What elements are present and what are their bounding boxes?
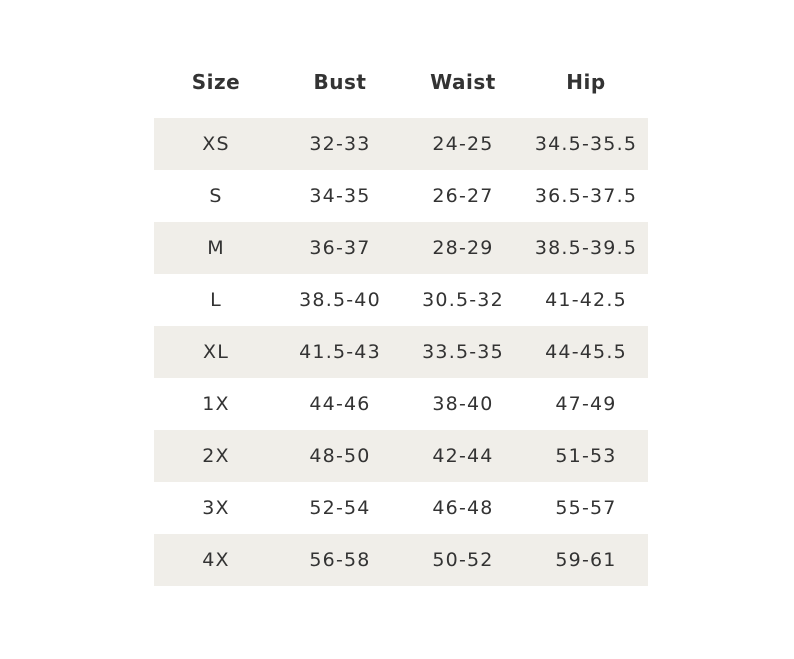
- hip-cell: 59-61: [524, 534, 648, 586]
- waist-cell: 30.5-32: [402, 274, 524, 326]
- waist-cell: 50-52: [402, 534, 524, 586]
- table-row: [154, 482, 648, 534]
- size-cell: 4X: [154, 534, 278, 586]
- header-spacer-cell: [154, 108, 648, 118]
- bust-cell: 34-35: [278, 170, 402, 222]
- waist-cell: 38-40: [402, 378, 524, 430]
- header-waist: Waist: [430, 70, 496, 94]
- waist-cell: 28-29: [402, 222, 524, 274]
- hip-cell: 51-53: [524, 430, 648, 482]
- table-row: [154, 430, 648, 482]
- bust-cell: 38.5-40: [278, 274, 402, 326]
- hip-cell: 44-45.5: [524, 326, 648, 378]
- header-row: [154, 56, 648, 108]
- header-size: Size: [191, 70, 241, 94]
- bust-cell: 32-33: [278, 118, 402, 170]
- hip-cell: 38.5-39.5: [524, 222, 648, 274]
- bust-cell: 48-50: [278, 430, 402, 482]
- table-row: [154, 222, 648, 274]
- size-cell: XS: [154, 118, 278, 170]
- size-chart-header: [154, 56, 648, 118]
- bust-cell: 56-58: [278, 534, 402, 586]
- size-cell: S: [154, 170, 278, 222]
- size-cell: XL: [154, 326, 278, 378]
- waist-cell: 24-25: [402, 118, 524, 170]
- size-cell: 1X: [154, 378, 278, 430]
- hip-cell: 34.5-35.5: [524, 118, 648, 170]
- size-cell: 3X: [154, 482, 278, 534]
- bust-cell: 36-37: [278, 222, 402, 274]
- waist-cell: 42-44: [402, 430, 524, 482]
- hip-cell: 41-42.5: [524, 274, 648, 326]
- header-hip: Hip: [566, 70, 606, 94]
- table-row: [154, 378, 648, 430]
- hip-cell: 47-49: [524, 378, 648, 430]
- table-row: [154, 326, 648, 378]
- table-row: [154, 170, 648, 222]
- size-cell: L: [154, 274, 278, 326]
- bust-cell: 44-46: [278, 378, 402, 430]
- size-cell: M: [154, 222, 278, 274]
- size-chart-table: [154, 56, 648, 586]
- table-row: [154, 118, 648, 170]
- waist-cell: 26-27: [402, 170, 524, 222]
- header-bust: Bust: [313, 70, 367, 94]
- size-chart-body: [154, 118, 648, 586]
- hip-cell: 36.5-37.5: [524, 170, 648, 222]
- table-row: [154, 274, 648, 326]
- table-row: [154, 534, 648, 586]
- waist-cell: 33.5-35: [402, 326, 524, 378]
- bust-cell: 41.5-43: [278, 326, 402, 378]
- hip-cell: 55-57: [524, 482, 648, 534]
- size-cell: 2X: [154, 430, 278, 482]
- header-spacer: [154, 108, 648, 118]
- bust-cell: 52-54: [278, 482, 402, 534]
- waist-cell: 46-48: [402, 482, 524, 534]
